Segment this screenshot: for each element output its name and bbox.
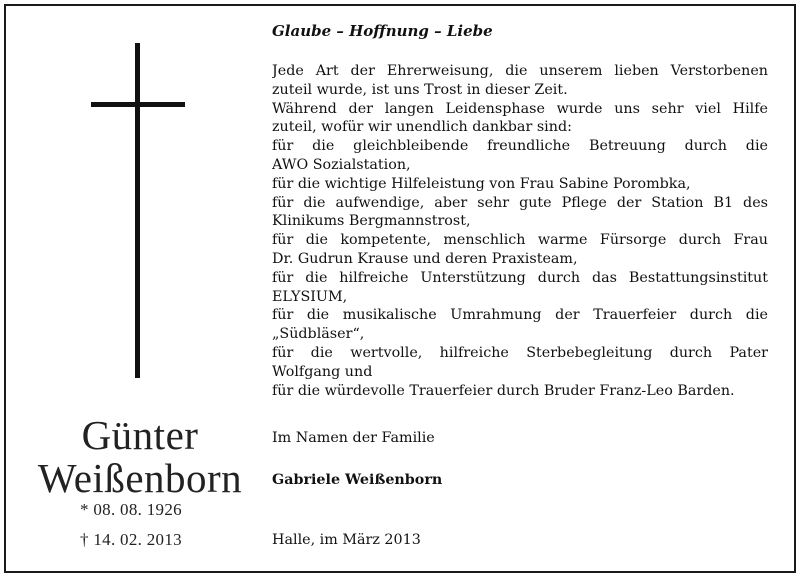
motto-heading: Glaube – Hoffnung – Liebe [272, 22, 493, 40]
cross-icon-bar [91, 102, 185, 107]
signoff-text: Im Namen der Familie [272, 430, 435, 446]
text-line: für die wichtige Hilfeleistung von Frau Sabine Porombka, [272, 175, 691, 192]
text-line: Wolfgang und [272, 363, 373, 380]
text-line: „Südbläser“, [272, 326, 365, 343]
text-line: für die gleichbleibende freundliche Betreuung durch die [272, 138, 768, 155]
text-line: Klinikums Bergmannstrost, [272, 213, 471, 230]
deceased-last-name: Weißenborn [37, 455, 243, 501]
cross-icon [135, 43, 140, 378]
text-line: für die kompetente, menschlich warme Fürsorge durch Frau [272, 232, 768, 249]
text-line: für die musikalische Umrahmung der Trauerfeier durch die [272, 307, 768, 324]
text-line: Jede Art der Ehrerweisung, die unserem lieben Verstorbenen [272, 63, 768, 79]
birth-date: * 08. 08. 1926 [80, 500, 182, 519]
signer-name: Gabriele Weißenborn [272, 472, 443, 488]
text-line: zuteil, wofür wir unendlich dankbar sind: [272, 119, 572, 136]
gratitude-text [272, 62, 768, 400]
deceased-first-name: Günter [81, 412, 199, 458]
text-line: ELYSIUM, [272, 288, 348, 305]
text-line: für die aufwendige, aber sehr gute Pflege der Station B1 des [272, 194, 768, 211]
text-line: für die würdevolle Trauerfeier durch Bruder Franz-Leo Barden. [272, 382, 735, 399]
place-date: Halle, im März 2013 [272, 532, 421, 548]
text-line: Dr. Gudrun Krause und deren Praxisteam, [272, 250, 578, 267]
text-line: AWO Sozialstation, [272, 156, 411, 173]
text-line: für die hilfreiche Unterstützung durch das Bestattungsinstitut [272, 269, 768, 286]
death-date: † 14. 02. 2013 [80, 530, 182, 549]
text-line: für die wertvolle, hilfreiche Sterbebegleitung durch Pater [272, 344, 768, 361]
text-line: Während der langen Leidensphase wurde uns sehr viel Hilfe [272, 100, 768, 117]
text-line: zuteil wurde, ist uns Trost in dieser Zeit. [272, 81, 568, 98]
